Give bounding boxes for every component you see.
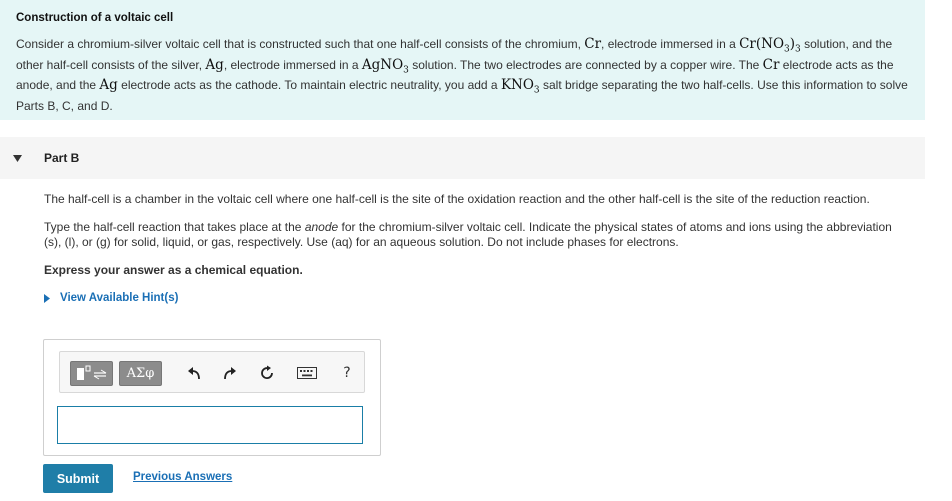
caret-right-icon <box>44 294 51 303</box>
anode-emphasis: anode <box>304 220 339 234</box>
submit-button[interactable]: Submit <box>43 464 113 493</box>
collapse-triangle-icon[interactable] <box>12 153 22 163</box>
part-title: Part B <box>44 151 80 165</box>
part-header[interactable] <box>0 137 925 179</box>
silver-symbol-2: Ag <box>99 77 118 94</box>
answer-editor <box>43 339 381 456</box>
part-description: The half-cell is a chamber in the voltaic cell where one half-cell is the site of the oxidation reaction and the other half-cell is the site of the reduction reaction. <box>44 192 870 206</box>
previous-answers-link[interactable]: Previous Answers <box>133 471 233 483</box>
potassium-nitrate-formula: $KNO_3$ <box>500 77 540 97</box>
part-instructions: Type the half-cell reaction that takes place at the anode for the chromium-silver voltaic cell. Indicate the physical states of atoms and ions using the abbreviation (s), (l), or (g) for solid, liquid, or gas, respectively. Use (aq) for an aqueous solution. Do not include phases for electrons. <box>44 220 892 249</box>
undo-icon[interactable] <box>185 364 203 382</box>
intro-text-4: , electrode immersed in a <box>223 57 362 72</box>
templates-icon <box>75 365 109 382</box>
greek-symbols-button[interactable]: ΑΣφ <box>119 361 162 386</box>
intro-text-2: , electrode immersed in a <box>601 37 740 51</box>
intro-text-5: solution. The two electrodes are connected by a copper wire. The <box>408 57 763 72</box>
intro-text-6: electrode acts as the anode, and the <box>16 57 894 93</box>
chromium-symbol-2: Cr <box>762 56 780 73</box>
intro-panel <box>0 0 925 120</box>
redo-icon[interactable] <box>221 364 239 382</box>
intro-text <box>16 37 909 114</box>
silver-nitrate-formula: AgNO$_3$ <box>361 56 409 76</box>
math-toolbar <box>59 351 365 393</box>
reset-icon[interactable] <box>258 364 276 382</box>
part-body <box>44 192 904 304</box>
chromium-nitrate-formula: $Cr(NO_3)_3$ <box>739 36 801 55</box>
keyboard-icon[interactable] <box>296 364 318 382</box>
intro-text-3: solution, and the other half-cell consists of the silver, <box>16 37 893 72</box>
answer-format-note: Express your answer as a chemical equation. <box>44 263 303 277</box>
silver-symbol: Ag <box>205 56 224 73</box>
intro-text-1: Consider a chromium-silver voltaic cell that is constructed such that one half-cell consists of the chromium, <box>16 37 585 51</box>
help-icon[interactable]: ? <box>343 365 351 381</box>
intro-text-7: electrode acts as the cathode. To maintain electric neutrality, you add a <box>117 78 501 93</box>
view-hints-label: View Available Hint(s) <box>60 292 179 304</box>
templates-button[interactable] <box>70 361 113 386</box>
view-hints-link[interactable] <box>44 292 904 304</box>
chromium-symbol: Cr <box>584 36 602 52</box>
answer-input[interactable] <box>57 406 363 444</box>
intro-title: Construction of a voltaic cell <box>16 12 174 24</box>
intro-text-8: salt bridge separating the two half-cells. Use this information to solve Parts B, C, and D. <box>16 78 908 114</box>
